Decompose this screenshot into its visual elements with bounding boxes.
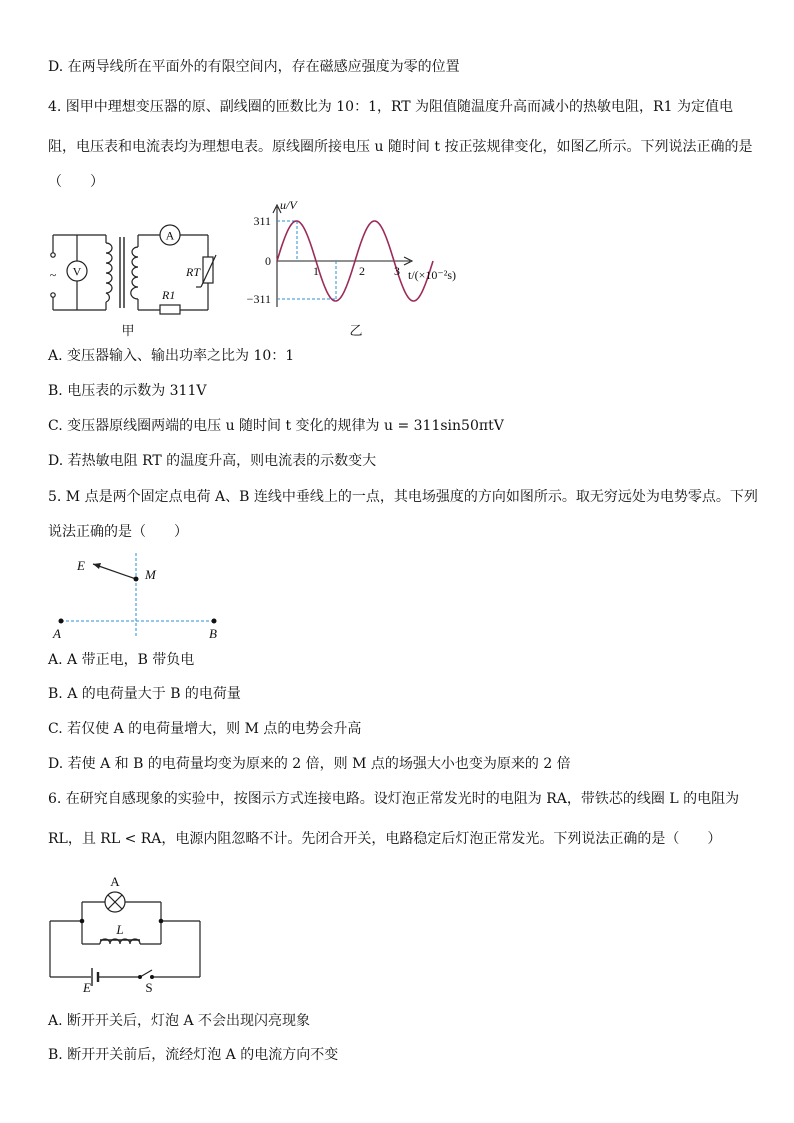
ytick-311: 311 (253, 214, 271, 228)
q6-option-b: B. 断开开关前后，流经灯泡 A 的电流方向不变 (48, 1047, 339, 1063)
q5-option-a: A. A 带正电，B 带负电 (48, 652, 195, 668)
label-M: M (145, 567, 156, 582)
q4-option-d: D. 若热敏电阻 RT 的温度升高，则电流表的示数变大 (48, 453, 377, 469)
battery-label: E (83, 980, 91, 995)
graph-ylabel: u/V (280, 198, 297, 212)
q6-stem-line1: 6. 在研究自感现象的实验中，按图示方式连接电路。设灯泡正常发光时的电阻为 RA，带铁芯的线圈 L 的电阻为 (48, 791, 740, 807)
q6-figure (45, 868, 215, 996)
q4-stem-line1: 4. 图甲中理想变压器的原、副线圈的匝数比为 10：1，RT 为阻值随温度升高而减小的热敏电阻，R1 为定值电 (48, 99, 733, 115)
xtick-2: 2 (359, 264, 365, 278)
q6-option-a: A. 断开开关后，灯泡 A 不会出现闪亮现象 (48, 1013, 311, 1029)
ammeter-label: A (165, 228, 175, 243)
lamp-label: A (110, 874, 120, 889)
q4-option-b: B. 电压表的示数为 311V (48, 383, 207, 399)
caption-yi: 乙 (349, 323, 363, 338)
caption-jia: 甲 (121, 323, 135, 338)
graph-xlabel: t/(×10⁻²s) (408, 268, 457, 282)
rt-label: RT (186, 265, 201, 279)
voltmeter-label: V (72, 264, 82, 279)
switch-label: S (145, 980, 153, 995)
q4-stem-line2: 阻，电压表和电流表均为理想电表。原线圈所接电压 u 随时间 t 按正弦规律变化，如图乙所示。下列说法正确的是 (48, 139, 753, 155)
ytick-0: 0 (265, 254, 271, 268)
r1-label: R1 (162, 288, 176, 302)
xtick-3: 3 (394, 264, 400, 278)
q6-stem-line2: RL，且 RL < RA，电源内阻忽略不计。先闭合开关，电路稳定后灯泡正常发光。下列说法正确的是（ ） (48, 831, 722, 847)
label-B: B (209, 626, 217, 641)
q5-stem-line1: 5. M 点是两个固定点电荷 A、B 连线中垂线上的一点，其电场强度的方向如图所示。取无穷远处为电势零点。下列 (48, 489, 758, 505)
q5-stem-line2: 说法正确的是（ ） (48, 524, 188, 540)
q3-option-d: D. 在两导线所在平面外的有限空间内，存在磁感应强度为零的位置 (48, 59, 460, 75)
q5-figure (45, 550, 235, 645)
xtick-1: 1 (313, 264, 319, 278)
q4-stem-line3: （ ） (48, 174, 104, 190)
label-A: A (53, 626, 61, 641)
q4-option-a: A. 变压器输入、输出功率之比为 10：1 (48, 348, 295, 364)
ytick-neg311: −311 (246, 292, 271, 306)
label-E: E (77, 558, 85, 573)
q5-option-d: D. 若使 A 和 B 的电荷量均变为原来的 2 倍，则 M 点的场强大小也变为原来的 2 倍 (48, 756, 571, 772)
ac-source-symbol: ~ (49, 268, 57, 282)
q4-figure-yi (240, 195, 470, 340)
q4-figure-jia (40, 215, 240, 340)
q4-option-c: C. 变压器原线圈两端的电压 u 随时间 t 变化的规律为 u = 311sin50πtV (48, 418, 504, 434)
coil-label: L (116, 922, 124, 937)
q5-option-c: C. 若仅使 A 的电荷量增大，则 M 点的电势会升高 (48, 721, 362, 737)
q5-option-b: B. A 的电荷量大于 B 的电荷量 (48, 686, 241, 702)
